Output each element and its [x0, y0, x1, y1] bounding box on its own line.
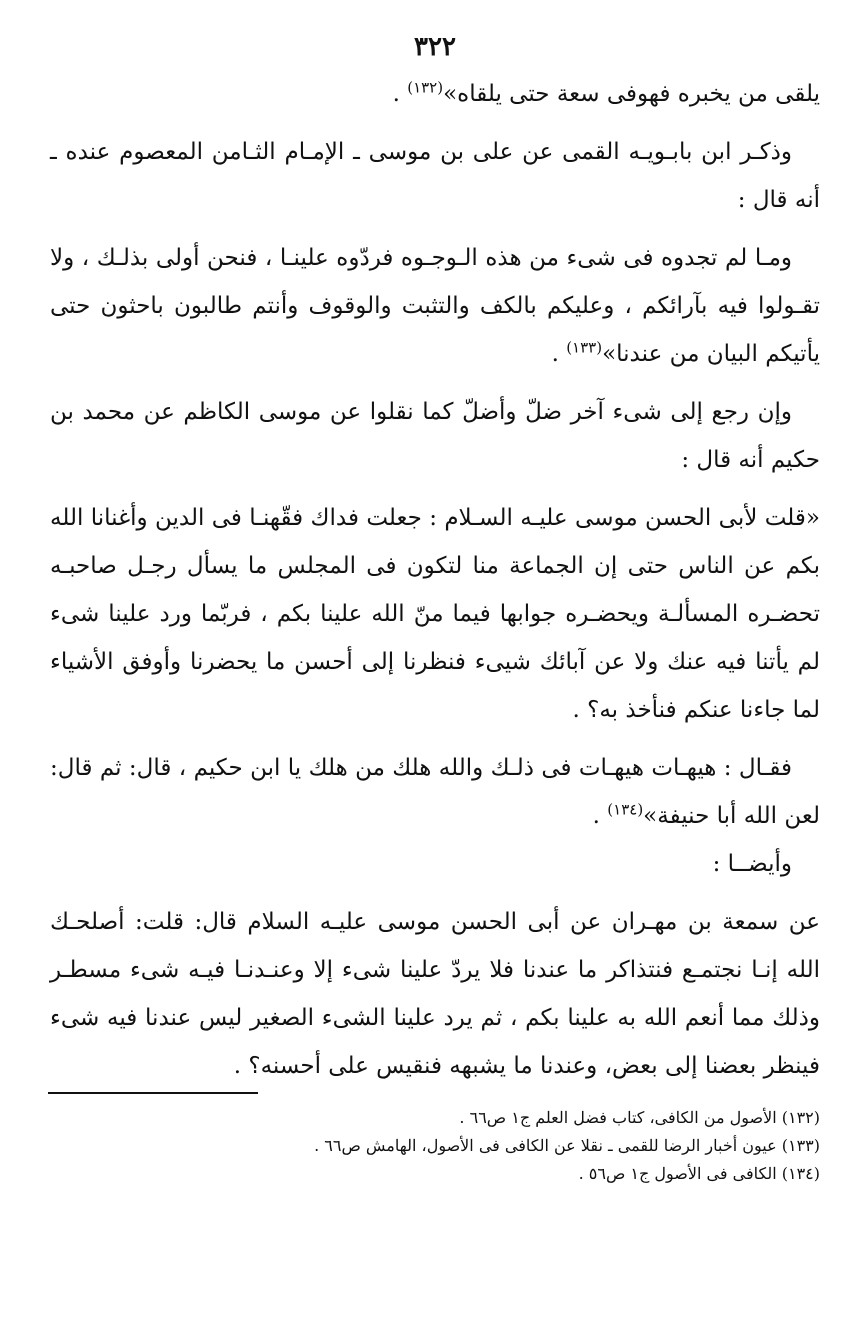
paragraph — [50, 388, 820, 484]
paragraph-text: فقـال : هيهـات هيهـات فى ذلـك والله هلك من هلك يا ابن حكيم ، قال: ثم قال: لعن الله أبا حنيفة» — [50, 755, 820, 829]
page-number: ٣٢٢ — [414, 32, 456, 62]
paragraph-end: . — [392, 81, 408, 107]
book-page — [50, 20, 820, 1310]
paragraph-text: عن سمعة بن مهـران عن أبى الحسن موسى عليـه السلام قال: قلت: أصلحـك الله إنـا نجتمـع فنتذاكر ما عندنا فلا يردّ علينا شىء إلا وعنـدنـا فيـه شىء مسطـر وذلك مما أنعم الله به علينا بكم ، ثم يرد علينا الشىء الصغير ليس عندنا فيه شىء فينظر بعضنا إلى بعض، وعندنا ما يشبهه فنقيس على أحسنه؟ . — [50, 909, 820, 1079]
paragraph — [50, 70, 820, 118]
footnote: (١٣٤) الكافى فى الأصول ج١ ص٥٦ . — [578, 1164, 820, 1183]
paragraph — [50, 128, 820, 224]
paragraph-text: يلقى من يخبره فهوفى سعة حتى يلقاه» — [443, 81, 820, 107]
separator-line — [48, 1092, 258, 1094]
footnote: (١٣٢) الأصول من الكافى، كتاب فضل العلم ج١ ص٦٦ . — [459, 1108, 820, 1127]
footnote-reference: (١٣٣) — [566, 338, 603, 357]
quotation-paragraph — [50, 234, 820, 378]
paragraph-text: وذكـر ابن بابـويـه القمى عن على بن موسى ـ الإمـام الثـامن المعصوم عنده ـ أنه قال : — [50, 139, 820, 213]
footnote-reference: (١٣٢) — [407, 78, 444, 97]
paragraph-text: وإن رجع إلى شىء آخر ضلّ وأضلّ كما نقلوا عن موسى الكاظم عن محمد بن حكيم أنه قال : — [50, 399, 820, 473]
paragraph — [50, 840, 820, 888]
quotation-paragraph — [50, 744, 820, 840]
paragraph-text: وأيضــا : — [712, 851, 792, 877]
quotation-paragraph — [50, 494, 820, 734]
footnote-separator — [50, 1090, 820, 1104]
footnote-reference: (١٣٤) — [607, 800, 644, 819]
paragraph-text: ومـا لم تجدوه فى شىء من هذه الـوجـوه فردّوه علينـا ، فنحن أولى بذلـك ، ولا تقـولوا فيه بآرائكم ، وعليكم بالكف والتثبت والوقوف وأنتم طالبون باحثون حتى يأتيكم البيان من عندنا» — [50, 245, 820, 367]
main-text — [50, 70, 820, 1090]
paragraph-text: «قلت لأبى الحسن موسى عليـه السـلام : جعلت فداك فقّهنـا فى الدين وأغنانا الله بكم عن الناس حتى إن الجماعة منا لتكون فى المجلس ما يسأل رجـل صاحبـه تحضـره المسألـة ويحضـره جوابها فيما منّ الله علينا بكم ، فربّما ورد علينا شىء لم يأتنا فيه عنك ولا عن آبائك شيىء فنظرنا إلى أحسن ما يحضرنا وأوفق الأشياء لما جاءنا عنكم فنأخذ به؟ . — [50, 505, 820, 723]
paragraph-end: . — [551, 341, 567, 367]
paragraph-end: . — [592, 803, 608, 829]
quotation-paragraph — [50, 898, 820, 1090]
footnote: (١٣٣) عيون أخبار الرضا للقمى ـ نقلا عن الكافى فى الأصول، الهامش ص٦٦ . — [314, 1136, 820, 1155]
footnotes — [50, 1104, 820, 1188]
